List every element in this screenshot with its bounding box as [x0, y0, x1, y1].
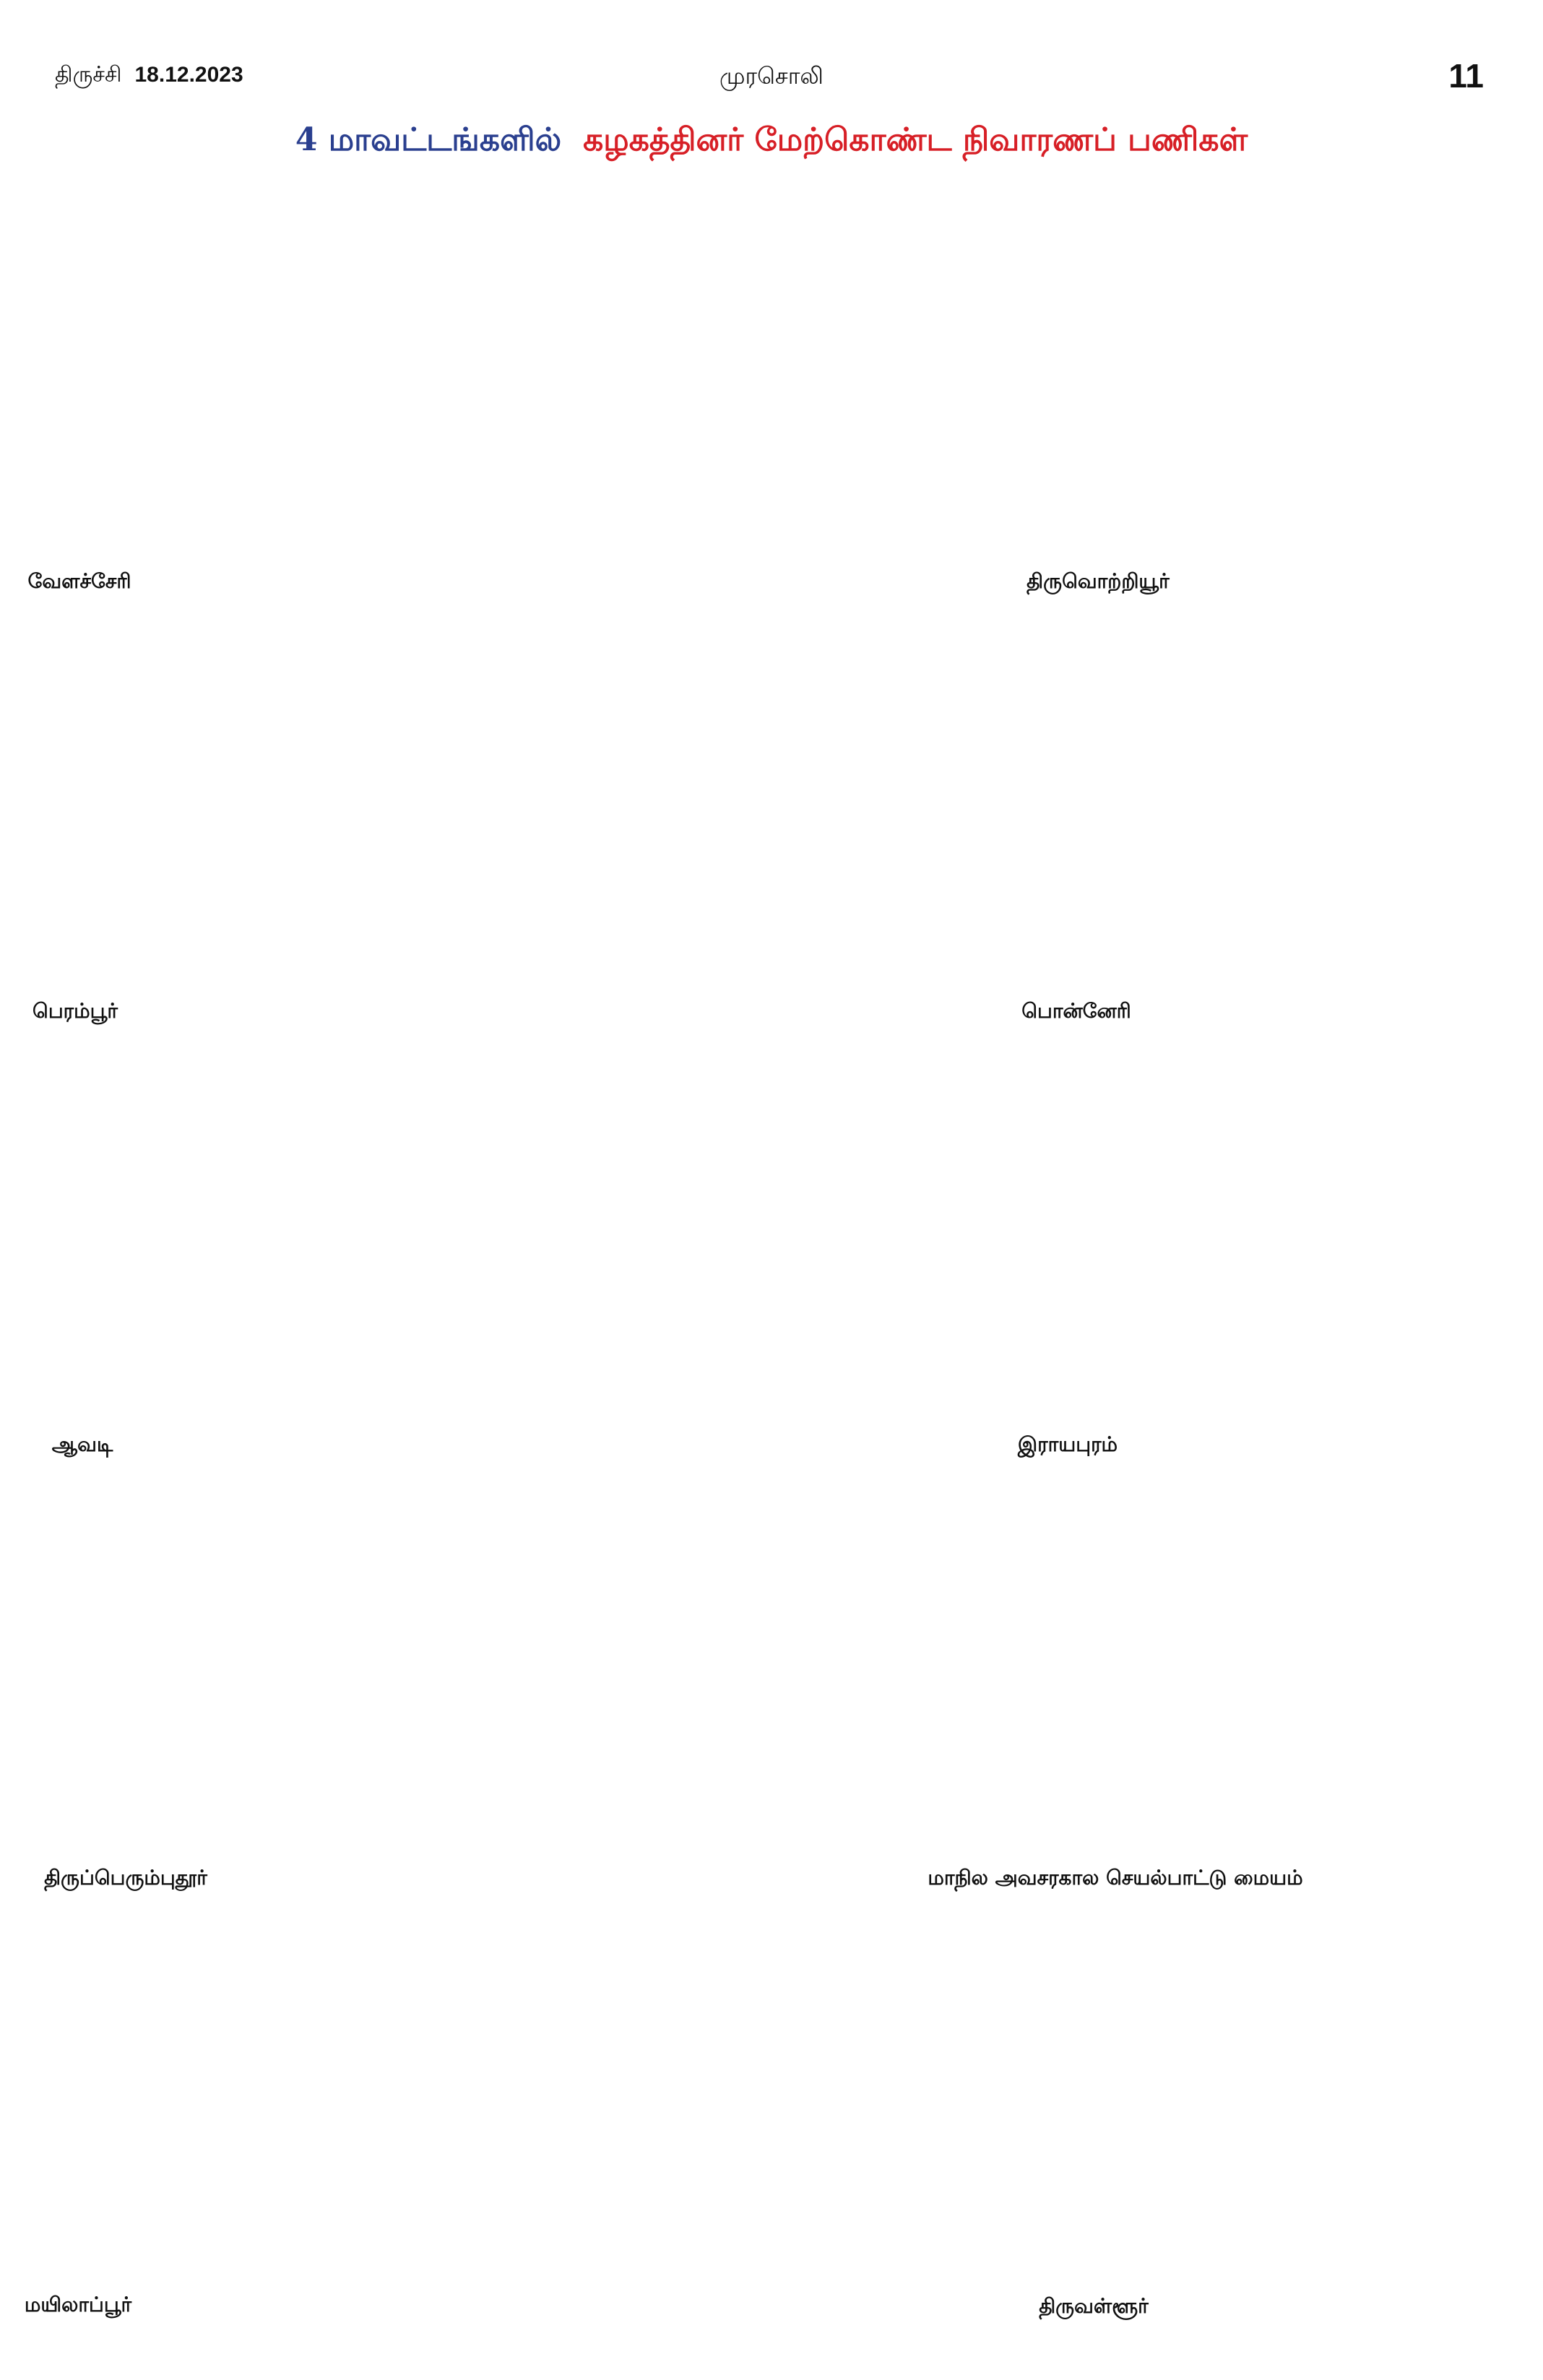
photo-cell-thiruvottiyur [780, 166, 1503, 596]
photo-caption: மாநில அவசரகால செயல்பாட்டு மையம் [928, 1866, 1303, 1890]
headline-part-2: கழகத்தினர் மேற்கொண்ட நிவாரணப் பணிகள் [583, 121, 1248, 158]
photo-caption: திருவொற்றியூர் [1026, 569, 1170, 593]
photo-caption: இராயபுரம் [1017, 1432, 1118, 1456]
photo-cell-velachery [27, 166, 766, 596]
page-number: 11 [1448, 57, 1484, 95]
photo-cell-avadi [43, 1029, 766, 1459]
photo [780, 1029, 1503, 1416]
newspaper-name: முரசொலி [719, 62, 824, 90]
photo [43, 1463, 766, 1849]
photo-cell-emergency-centre [780, 1463, 1503, 1892]
photo [43, 600, 766, 982]
photo [780, 1463, 1503, 1849]
photo [43, 1896, 766, 2276]
photo [43, 166, 766, 553]
header-city: திருச்சி [55, 62, 122, 87]
photo [780, 1896, 1503, 2276]
photo [43, 1029, 766, 1416]
photo-cell-royapuram [780, 1029, 1503, 1459]
photo-caption: வேளச்சேரி [27, 569, 131, 593]
photo-caption: பெரம்பூர் [33, 999, 118, 1023]
photo-cell-thiruvallur [780, 1896, 1503, 2319]
photo-caption: திருவள்ளூர் [1039, 2294, 1149, 2318]
photo-cell-perambur [33, 600, 766, 1026]
photo-cell-sriperumbudur [43, 1463, 766, 1892]
photo [780, 600, 1503, 982]
photo [780, 166, 1503, 553]
photo-cell-ponneri [780, 600, 1503, 1026]
photo-caption: ஆவடி [51, 1432, 113, 1456]
photo-caption: திருப்பெரும்புதூர் [44, 1866, 207, 1890]
photo-caption: மயிலாப்பூர் [24, 2293, 132, 2316]
headline-part-1: 4 மாவட்டங்களில் [295, 121, 562, 158]
photo-cell-mylapore [24, 1896, 766, 2319]
photo-caption: பொன்னேரி [1021, 999, 1131, 1023]
header-date: 18.12.2023 [134, 63, 243, 87]
